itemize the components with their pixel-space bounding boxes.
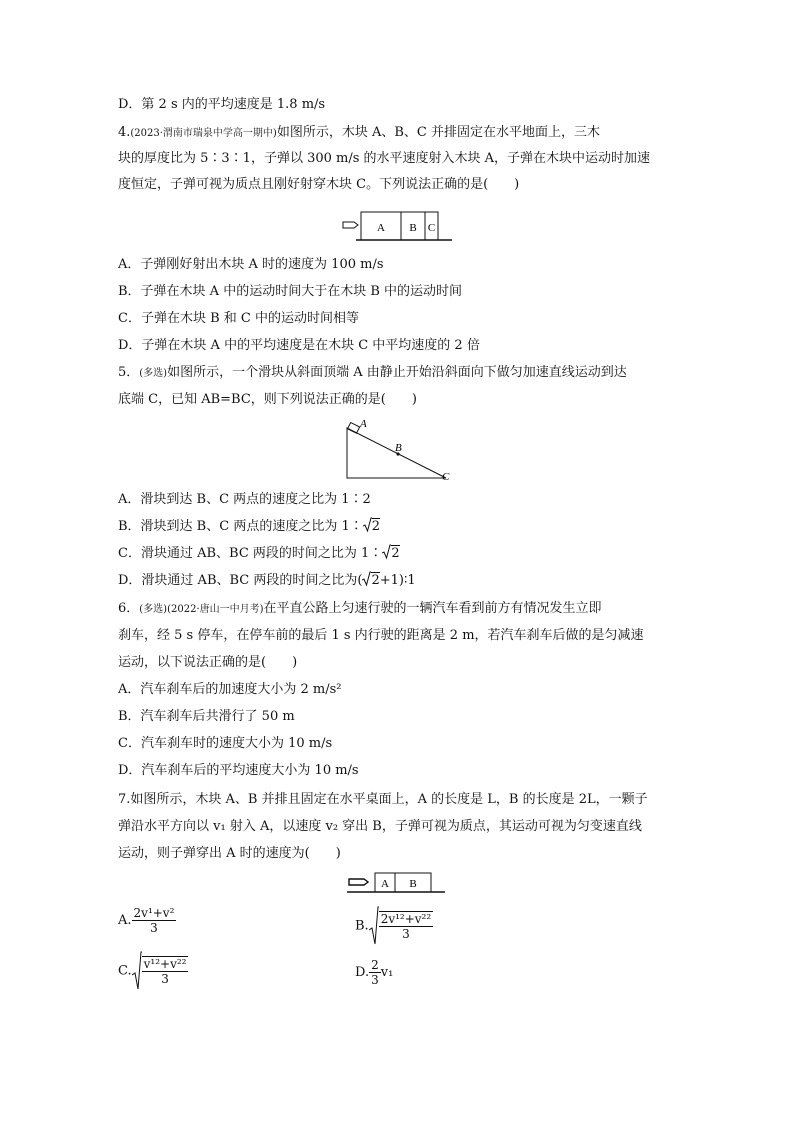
q4-stem-line2: 块的厚度比为 5∶3∶1，子弹以 300 m/s 的水平速度射入木块 A，子弹在木块中运动时加速 xyxy=(118,151,651,166)
q6-number: 6． xyxy=(118,601,140,616)
q5-option-b xyxy=(118,517,380,536)
q7-option-b-label: B. xyxy=(355,918,369,934)
slider-block xyxy=(348,422,360,433)
fraction-numerator: 2v¹+v² xyxy=(133,906,175,920)
fraction-denominator: 3 xyxy=(161,972,169,986)
q7-stem-line1 xyxy=(118,791,648,809)
q7-option-d-tail: v₁ xyxy=(380,965,394,980)
q5-option-b-text: B．滑块到达 B、C 两点的速度之比为 1∶ xyxy=(118,519,363,534)
q7-option-c-label: C. xyxy=(118,963,132,979)
q4-stem1: 如图所示，木块 A、B、C 并排固定在水平地面上，三木 xyxy=(276,125,600,140)
fraction xyxy=(132,906,177,935)
q7-option-b xyxy=(355,906,433,946)
q5-stem-line2: 底端 C，已知 AB=BC，则下列说法正确的是( ) xyxy=(118,392,417,407)
point-c-label: C xyxy=(442,471,450,482)
sqrt-icon xyxy=(382,544,399,563)
q5-option-d-pre: D．滑块通过 AB、BC 两段的时间之比为( xyxy=(118,573,363,588)
sqrt-radicand: 2 xyxy=(371,519,381,534)
q5-option-a: A．滑块到达 B、C 两点的速度之比为 1∶2 xyxy=(118,492,371,507)
fraction xyxy=(379,911,434,941)
q4-source: (2023·渭南市瑞泉中学高一期中) xyxy=(130,128,277,139)
q4-option-c: C．子弹在木块 B 和 C 中的运动时间相等 xyxy=(118,311,359,326)
sqrt-icon xyxy=(362,571,379,590)
q5-stem1: 如图所示，一个滑块从斜面顶端 A 由静止开始沿斜面向下做匀加速直线运动到达 xyxy=(167,365,627,380)
sqrt-icon xyxy=(132,951,142,991)
q7-stem-line2: 弹沿水平方向以 v₁ 射入 A，以速度 v₂ 穿出 B，子弹可视为质点，其运动可视为匀变速直线 xyxy=(118,819,642,834)
q7-option-c xyxy=(118,951,188,991)
q7-stem1: 如图所示，木块 A、B 并排且固定在水平桌面上，A 的长度是 L，B 的长度是 2L，一颗子 xyxy=(130,792,648,807)
q5-tag: (多选) xyxy=(139,368,168,379)
bullet-icon xyxy=(349,879,368,885)
q6-stem-line1 xyxy=(118,600,602,619)
q7-option-a xyxy=(118,906,176,935)
q5-stem-line1 xyxy=(118,364,627,383)
block-c-label: C xyxy=(427,222,436,234)
fraction xyxy=(142,956,189,986)
q6-stem-line3: 运动，以下说法正确的是( ) xyxy=(118,655,298,670)
sqrt-radicand: 2 xyxy=(371,573,380,588)
q7-option-d-label: D. xyxy=(355,965,370,980)
q5-number: 5． xyxy=(118,365,140,380)
q7-stem-line3: 运动，则子弹穿出 A 时的速度为( ) xyxy=(118,846,341,861)
q5-option-c-text: C．滑块通过 AB、BC 两段的时间之比为 1∶ xyxy=(118,546,383,561)
q5-option-c xyxy=(118,544,400,563)
q6-option-a: A．汽车刹车后的加速度大小为 2 m/s² xyxy=(118,682,342,697)
sqrt-icon xyxy=(363,517,380,536)
q7-option-a-label: A. xyxy=(118,913,132,928)
q6-option-c: C．汽车刹车时的速度大小为 10 m/s xyxy=(118,736,333,751)
fraction-denominator: 3 xyxy=(150,921,158,935)
q4-option-d: D．子弹在木块 A 中的平均速度是在木块 C 中平均速度的 2 倍 xyxy=(118,338,480,353)
sqrt-radicand: 2 xyxy=(391,546,400,561)
fraction-numerator: v¹²+v²² xyxy=(143,957,187,971)
q6-option-d: D．汽车刹车后的平均速度大小为 10 m/s xyxy=(118,763,359,778)
q6-tag: (多选) xyxy=(139,604,168,615)
q4-number: 4. xyxy=(118,125,131,140)
point-a-label: A xyxy=(360,418,367,430)
q4-stem-line3: 度恒定，子弹可视为质点且刚好射穿木块 C。下列说法正确的是( ) xyxy=(118,177,520,192)
q4-figure-blocks xyxy=(340,206,455,242)
q5-option-d-post: +1)∶1 xyxy=(379,573,416,588)
block-b-label: B xyxy=(409,222,417,234)
q7-number: 7. xyxy=(118,792,131,807)
block-a-label: A xyxy=(377,222,385,234)
q7-option-d xyxy=(355,958,393,987)
point-b-label: B xyxy=(395,442,402,454)
fraction-numerator: 2 xyxy=(371,958,379,972)
fraction-numerator: 2v¹²+v²² xyxy=(380,912,432,926)
q4-option-b: B．子弹在木块 A 中的运动时间大于在木块 B 中的运动时间 xyxy=(118,284,463,299)
block-b-label: B xyxy=(409,878,417,890)
q3-option-d: D．第 2 s 内的平均速度是 1.8 m/s xyxy=(118,97,326,112)
q5-figure-incline xyxy=(338,418,458,482)
q7-figure-blocks xyxy=(345,870,450,898)
q6-stem-line2: 刹车，经 5 s 停车，在停车前的最后 1 s 内行驶的距离是 2 m，若汽车刹车后做的是匀减速 xyxy=(118,628,644,643)
fraction-denominator: 3 xyxy=(402,927,410,941)
bullet-icon xyxy=(343,222,358,228)
q6-source: (2022·唐山一中月考) xyxy=(167,604,264,615)
q5-option-d xyxy=(118,571,416,590)
q6-option-b: B．汽车刹车后共滑行了 50 m xyxy=(118,709,295,724)
fraction-denominator: 3 xyxy=(371,973,379,987)
q4-option-a: A．子弹刚好射出木块 A 时的速度为 100 m/s xyxy=(118,257,384,272)
sqrt-icon xyxy=(369,906,379,946)
block-a-label: A xyxy=(381,878,389,890)
q6-stem1: 在平直公路上匀速行驶的一辆汽车看到前方有情况发生立即 xyxy=(263,601,602,616)
q4-stem-line1 xyxy=(118,124,600,143)
fraction xyxy=(369,958,381,987)
